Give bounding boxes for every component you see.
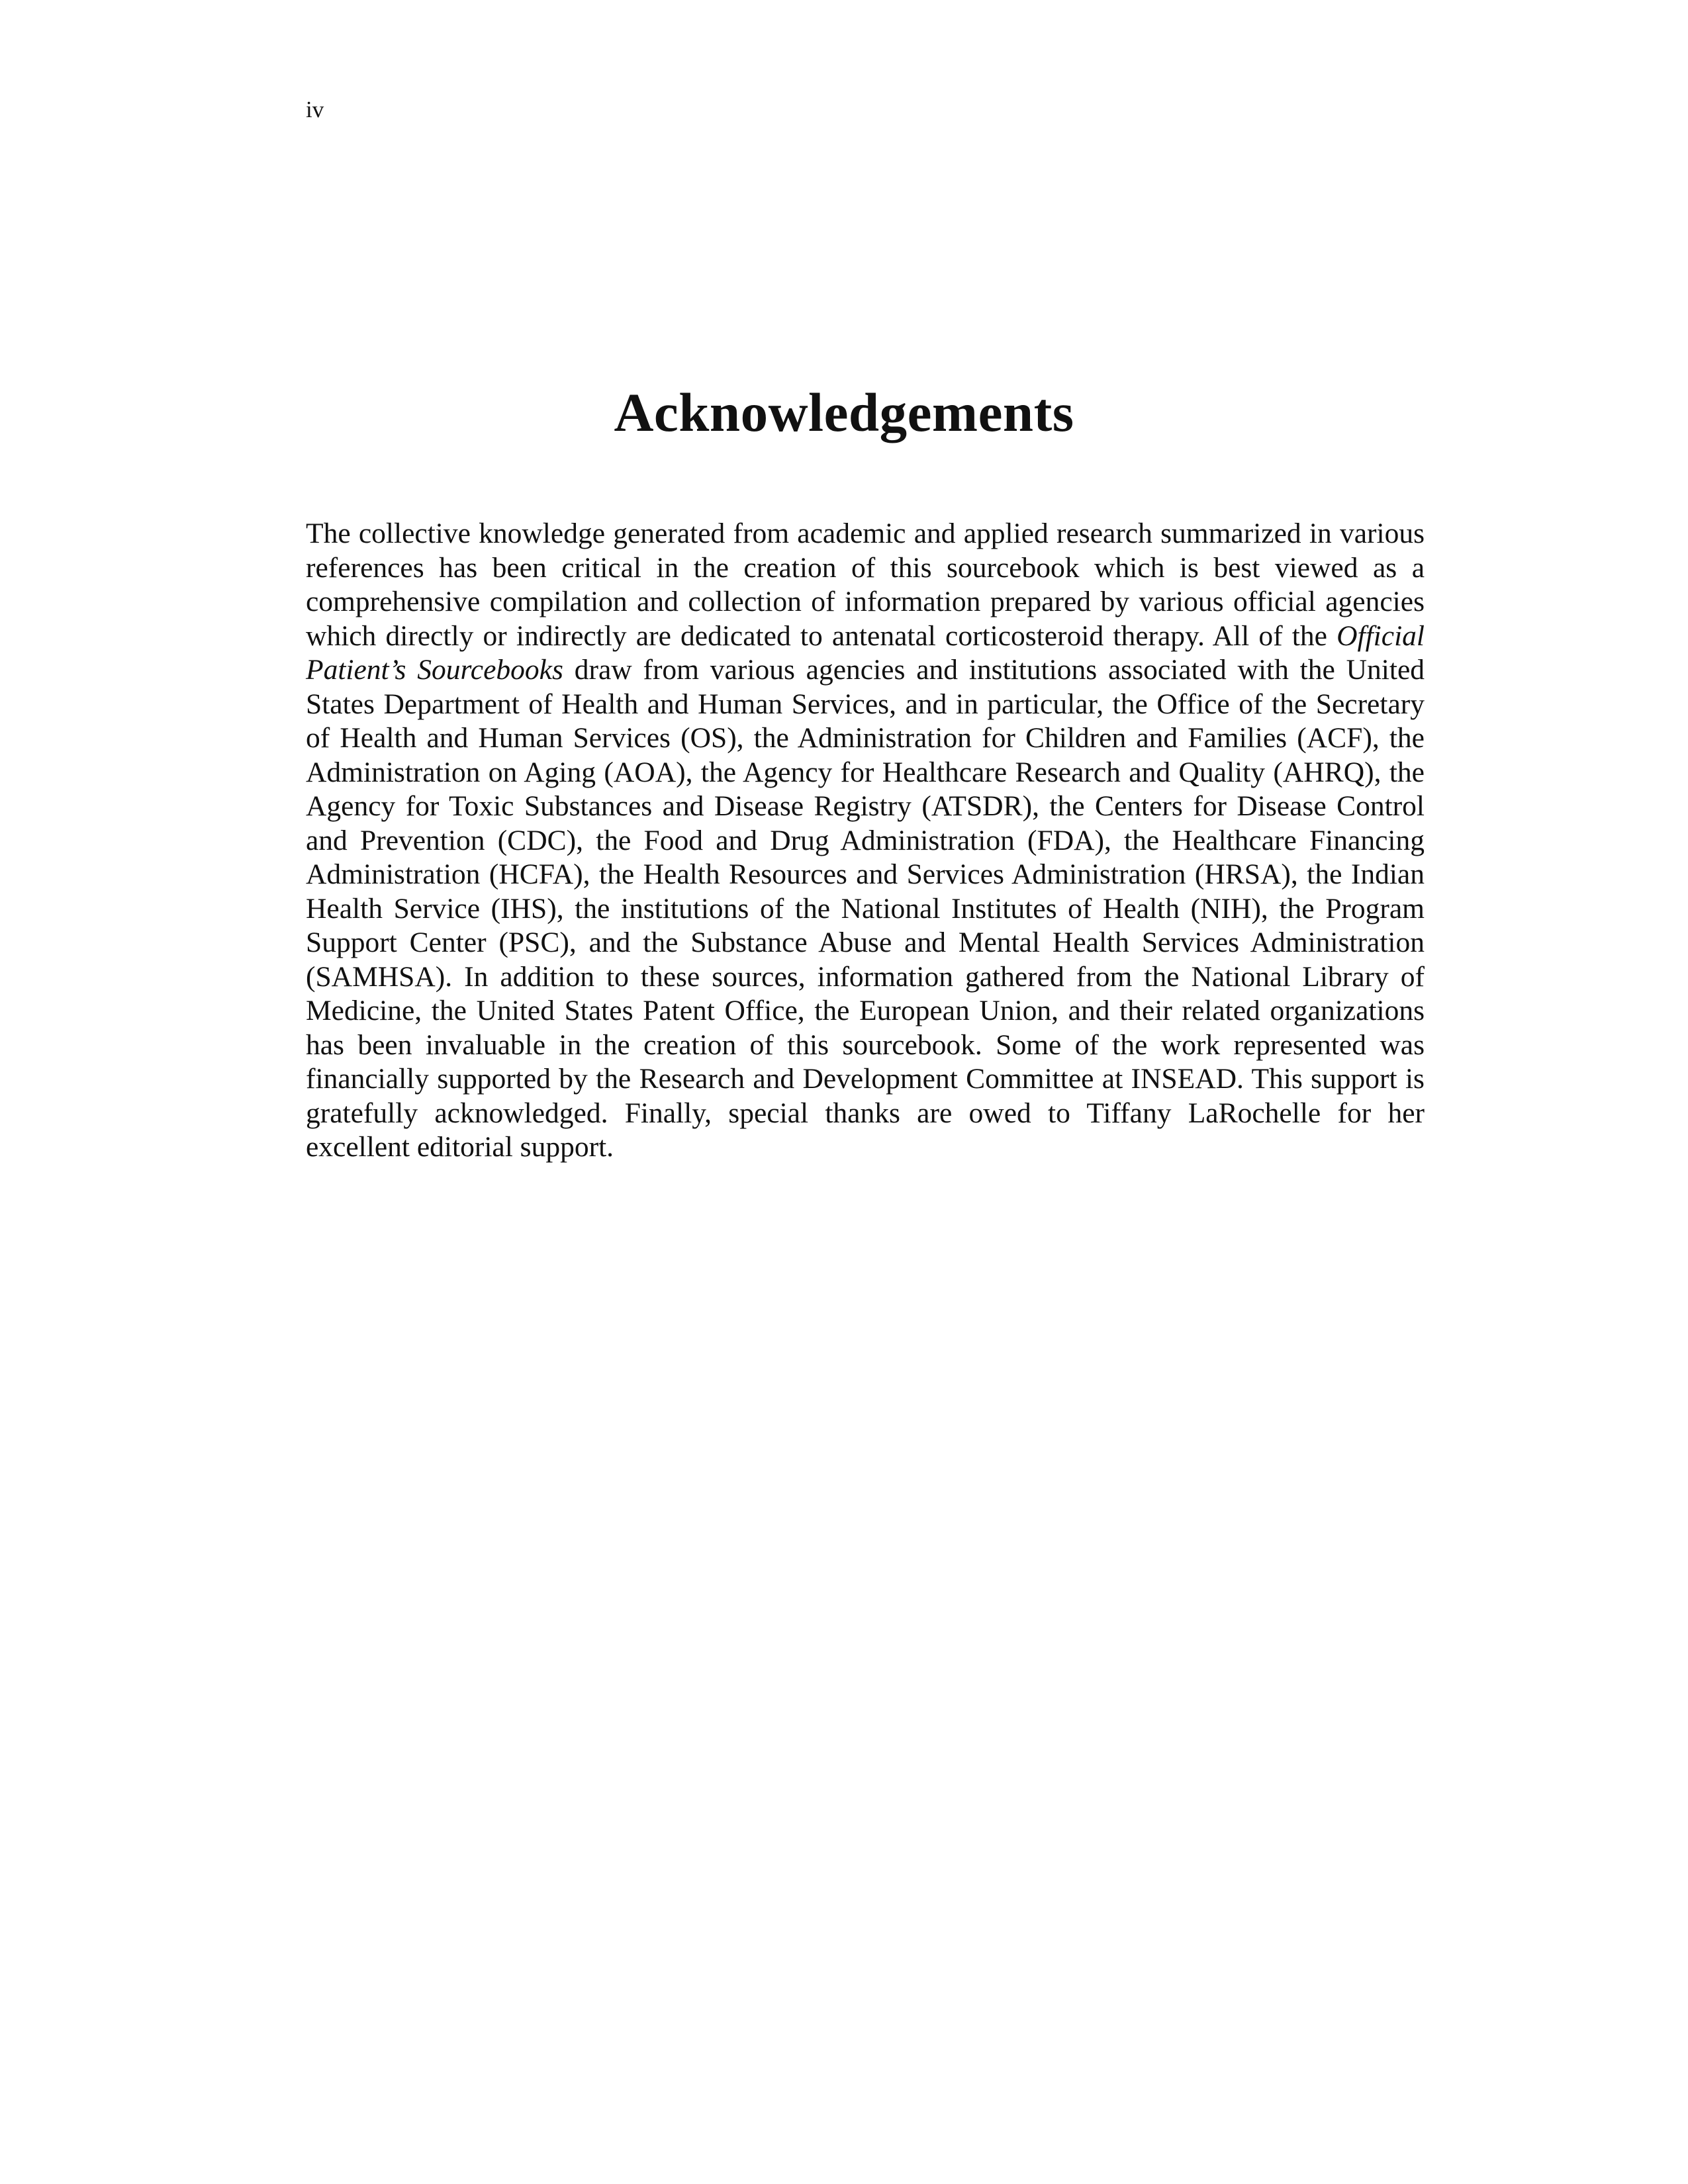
page-title: Acknowledgements [614, 382, 1074, 443]
paragraph-italic-title: Official Patient’s Sourcebooks [306, 619, 1425, 686]
paragraph-text-part-2: draw from various agencies and institutions associated with the United States Department of Health and Human Services, and in particular, the Office of the Secretary of Health and Human Services (OS), the Administration for Children and Families (ACF), the Administration on Aging (AOA), the Agency for Healthcare Research and Quality (AHRQ), the Agency for Toxic Substances and Disease Registry (ATSDR), the Centers for Disease Control and Prevention (CDC), the Food and Drug Administration (FDA), the Healthcare Financing Administration (HCFA), the Health Resources and Services Administration (HRSA), the Indian Health Service (IHS), the institutions of the National Institutes of Health (NIH), the Program Support Center (PSC), and the Substance Abuse and Mental Health Services Administration (SAMHSA). In addition to these sources, information gathered from the National Library of Medicine, the United States Patent Office, the European Union, and their related organizations has been invaluable in the creation of this sourcebook. Some of the work represented was financially supported by the Research and Development Committee at INSEAD. This support is gratefully acknowledged. Finally, special thanks are owed to Tiffany LaRochelle for her excellent editorial support. [306, 654, 1425, 1163]
page-number: iv [306, 97, 324, 122]
acknowledgements-paragraph [306, 517, 1425, 1165]
paragraph-text-part-1: The collective knowledge generated from academic and applied research summarized in various references has been critical in the creation of this sourcebook which is best viewed as a comprehensive compilation and collection of information prepared by various official agencies which directly or indirectly are dedicated to antenatal corticosteroid therapy. All of the [306, 518, 1425, 652]
